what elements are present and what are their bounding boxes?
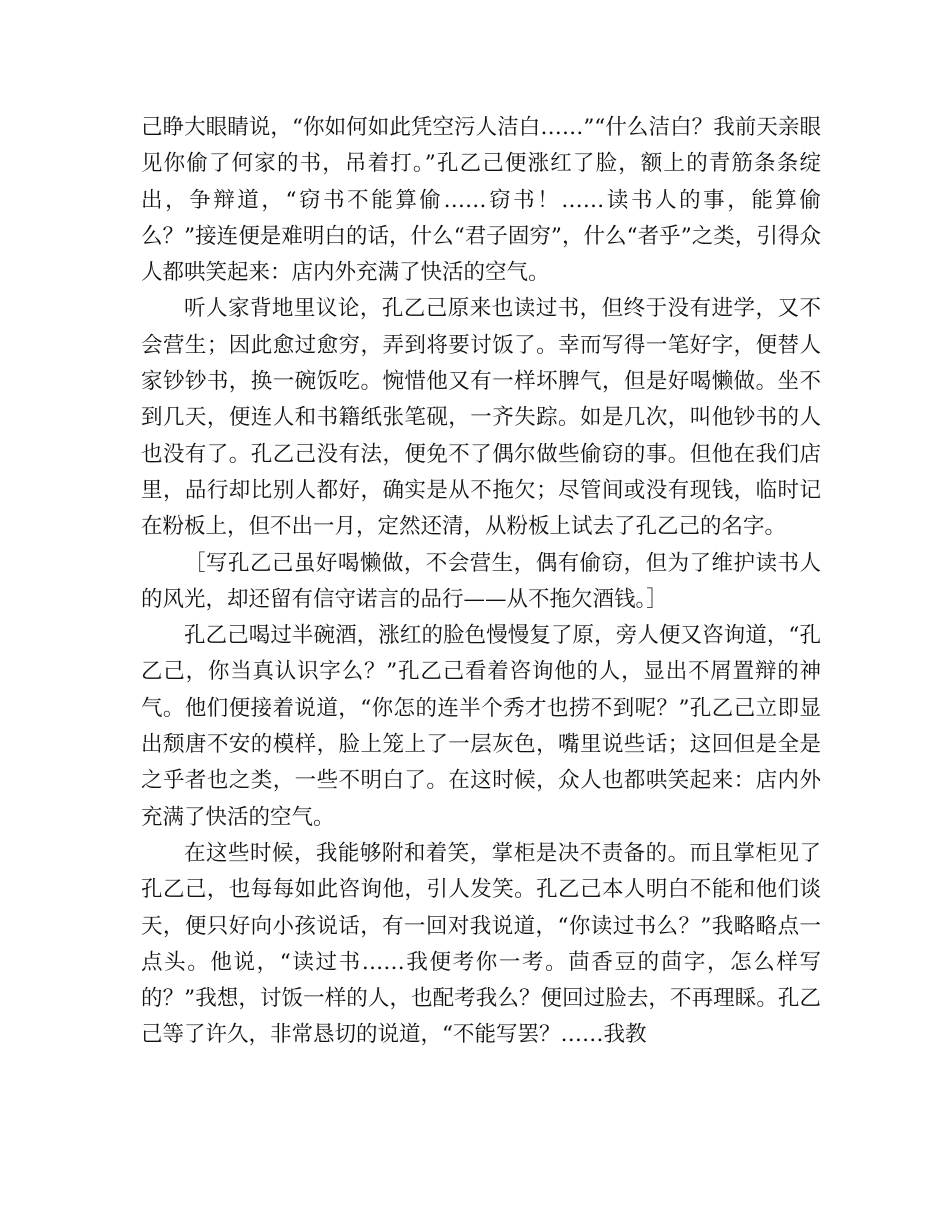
paragraph-4: 孔乙己喝过半碗酒，涨红的脸色慢慢复了原，旁人便又咨询道，“孔乙己，你当真认识字么？”孔乙己看着咨询他的人，显出不屑置辩的神气。他们便接着说道，“你怎的连半个秀才也捞不到呢？”孔乙己立即显出颓唐不安的模样，脸上笼上了一层灰色，嘴里说些话；这回但是全是之乎者也之类，一些不明白了。在这时候，众人也都哄笑起来：店内外充满了快活的空气。	[141, 623, 821, 830]
body-text	[141, 110, 821, 1054]
paragraph-2: 听人家背地里议论，孔乙己原来也读过书，但终于没有进学，又不会营生；因此愈过愈穷，弄到将要讨饭了。幸而写得一笔好字，便替人家钞钞书，换一碗饭吃。惋惜他又有一样坏脾气，但是好喝懒做。坐不到几天，便连人和书籍纸张笔砚，一齐失踪。如是几次，叫他钞书的人也没有了。孔乙己没有法，便免不了偶尔做些偷窃的事。但他在我们店里，品行却比别人都好，确实是从不拖欠；尽管间或没有现钱，临时记在粉板上，但不出一月，定然还清，从粉板上试去了孔乙己的名字。	[141, 296, 821, 540]
annotation-paragraph: ［写孔乙己虽好喝懒做，不会营生，偶有偷窃，但为了维护读书人的风光，却还留有信守诺言的品行——从不拖欠酒钱。］	[141, 550, 821, 612]
paragraph-5: 在这些时候，我能够附和着笑，掌柜是决不责备的。而且掌柜见了孔乙己，也每每如此咨询他，引人发笑。孔乙己本人明白不能和他们谈天，便只好向小孩说话，有一回对我说道，“你读过书么？”我略略点一点头。他说，“读过书……我便考你一考。茴香豆的茴字，怎么样写的？”我想，讨饭一样的人，也配考我么？便回过脸去，不再理睬。孔乙己等了许久，非常恳切的说道，“不能写罢？……我教	[141, 840, 821, 1048]
paragraph-1: 己睁大眼睛说，“你如何如此凭空污人洁白……”“什么洁白？我前天亲眼见你偷了何家的书，吊着打。”孔乙己便涨红了脸，额上的青筋条条绽出，争辩道，“窃书不能算偷……窃书！……读书人的事，能算偷么？”接连便是难明白的话，什么“君子固穷”，什么“者乎”之类，引得众人都哄笑起来：店内外充满了快活的空气。	[141, 115, 821, 286]
